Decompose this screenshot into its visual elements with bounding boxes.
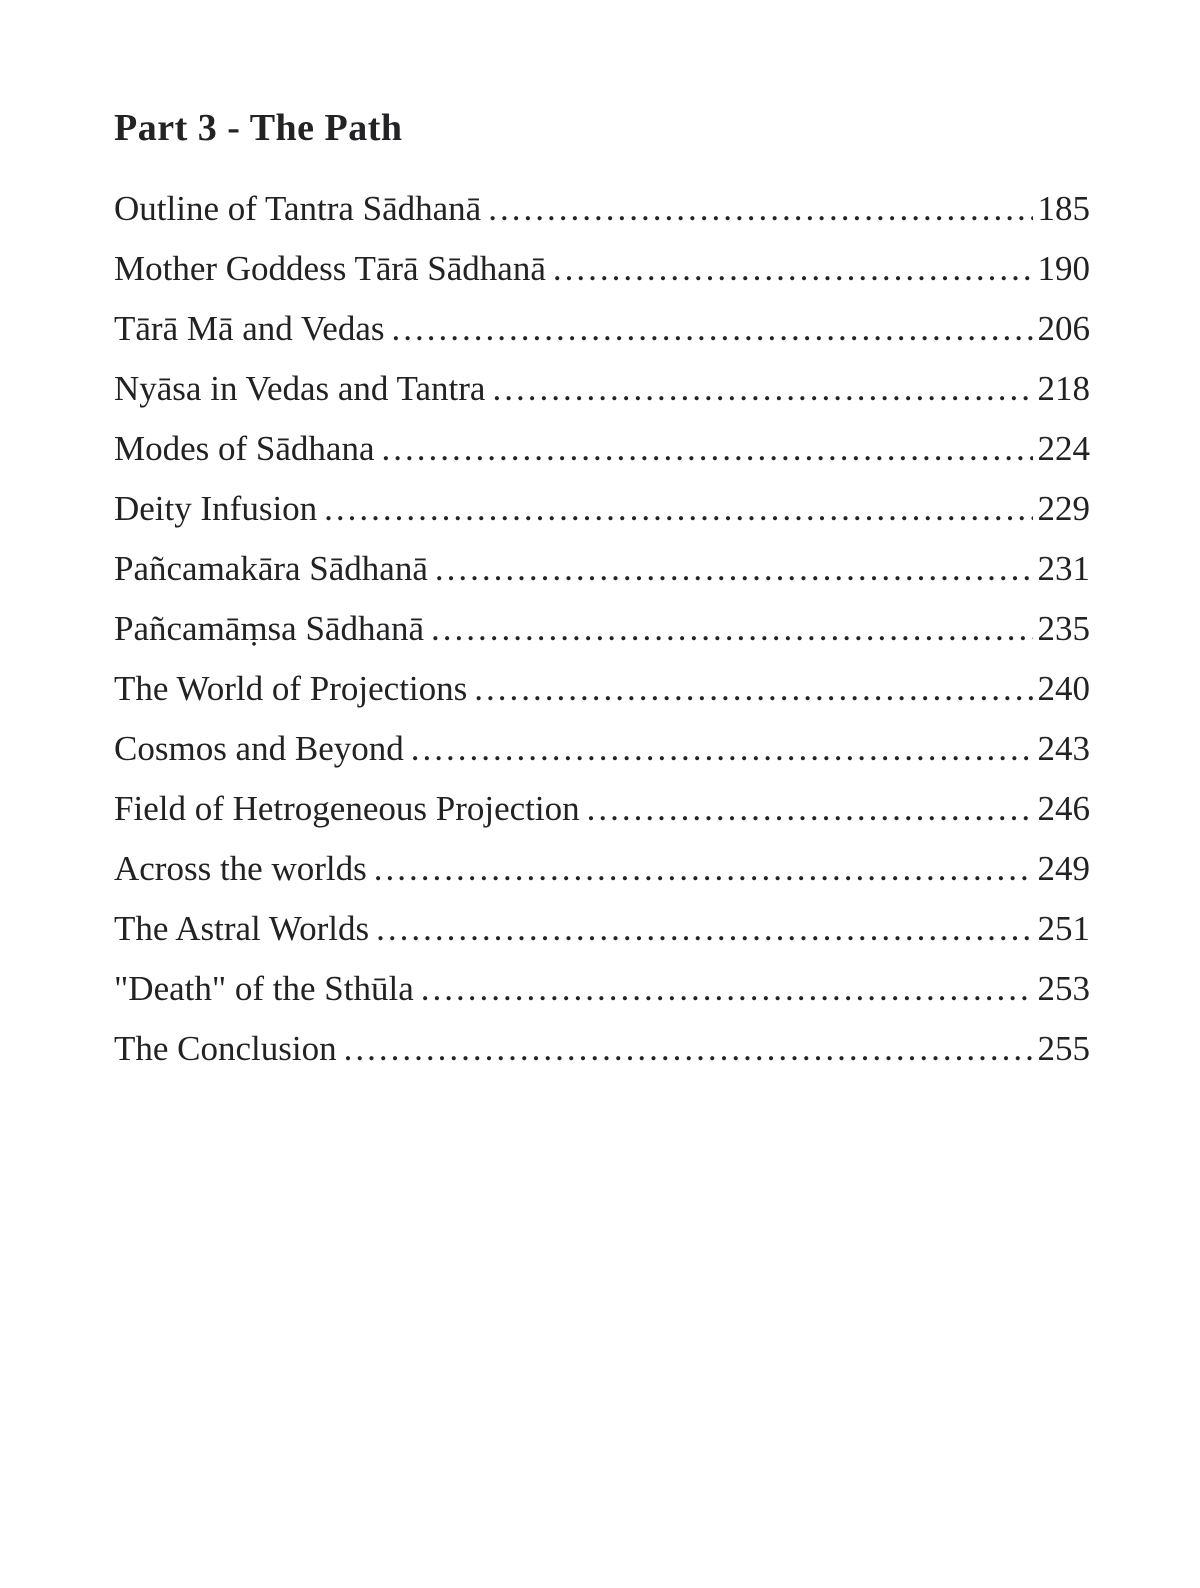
toc-entry[interactable] bbox=[114, 548, 1090, 608]
table-of-contents bbox=[114, 188, 1090, 1088]
toc-page-number: 231 bbox=[1037, 549, 1090, 588]
dot-leader bbox=[431, 608, 1032, 650]
toc-entry-title: Field of Hetrogeneous Projection bbox=[114, 789, 580, 828]
toc-entry-title: Mother Goddess Tārā Sādhanā bbox=[114, 249, 546, 288]
toc-entry[interactable] bbox=[114, 248, 1090, 308]
toc-page-number: 243 bbox=[1037, 729, 1090, 768]
toc-entry-title: The Astral Worlds bbox=[114, 909, 370, 948]
toc-entry[interactable] bbox=[114, 788, 1090, 848]
toc-entry[interactable] bbox=[114, 188, 1090, 248]
dot-leader bbox=[587, 788, 1033, 830]
dot-leader bbox=[411, 728, 1033, 770]
toc-page-number: 253 bbox=[1037, 969, 1090, 1008]
toc-entry-title: Deity Infusion bbox=[114, 489, 318, 528]
toc-page-number: 251 bbox=[1037, 909, 1090, 948]
dot-leader bbox=[344, 1028, 1033, 1070]
toc-page-number: 255 bbox=[1037, 1029, 1090, 1068]
toc-entry[interactable] bbox=[114, 488, 1090, 548]
toc-page-number: 240 bbox=[1037, 669, 1090, 708]
toc-entry-title: The World of Projections bbox=[114, 669, 468, 708]
toc-entry[interactable] bbox=[114, 308, 1090, 368]
toc-entry-title: Cosmos and Beyond bbox=[114, 729, 404, 768]
toc-entry[interactable] bbox=[114, 368, 1090, 428]
dot-leader bbox=[492, 368, 1032, 410]
section-heading: Part 3 - The Path bbox=[114, 107, 403, 149]
toc-page-number: 218 bbox=[1037, 369, 1090, 408]
dot-leader bbox=[324, 488, 1032, 530]
toc-page-number: 235 bbox=[1037, 609, 1090, 648]
toc-entry-title: Outline of Tantra Sādhanā bbox=[114, 189, 482, 228]
toc-entry[interactable] bbox=[114, 728, 1090, 788]
toc-entry[interactable] bbox=[114, 428, 1090, 488]
toc-page-number: 229 bbox=[1037, 489, 1090, 528]
toc-entry[interactable] bbox=[114, 968, 1090, 1028]
toc-page-number: 185 bbox=[1037, 189, 1090, 228]
dot-leader bbox=[374, 848, 1033, 890]
dot-leader bbox=[392, 308, 1033, 350]
toc-entry-title: Tārā Mā and Vedas bbox=[114, 309, 385, 348]
dot-leader bbox=[553, 248, 1033, 290]
toc-page-number: 224 bbox=[1037, 429, 1090, 468]
toc-entry-title: Pañcamakāra Sādhanā bbox=[114, 549, 428, 588]
dot-leader bbox=[421, 968, 1033, 1010]
dot-leader bbox=[435, 548, 1033, 590]
toc-entry-title: The Conclusion bbox=[114, 1029, 337, 1068]
toc-entry-title: Pañcamāṃsa Sādhanā bbox=[114, 609, 425, 648]
toc-entry[interactable] bbox=[114, 908, 1090, 968]
dot-leader bbox=[488, 188, 1032, 230]
toc-entry-title: Modes of Sādhana bbox=[114, 429, 375, 468]
toc-entry-title: Nyāsa in Vedas and Tantra bbox=[114, 369, 486, 408]
dot-leader bbox=[376, 908, 1032, 950]
toc-page-number: 249 bbox=[1037, 849, 1090, 888]
toc-entry-title: Across the worlds bbox=[114, 849, 367, 888]
toc-entry[interactable] bbox=[114, 668, 1090, 728]
dot-leader bbox=[474, 668, 1032, 710]
toc-entry[interactable] bbox=[114, 608, 1090, 668]
dot-leader bbox=[382, 428, 1033, 470]
toc-entry-title: "Death" of the Sthūla bbox=[114, 969, 414, 1008]
toc-page-number: 246 bbox=[1037, 789, 1090, 828]
toc-entry[interactable] bbox=[114, 848, 1090, 908]
toc-page-number: 206 bbox=[1037, 309, 1090, 348]
toc-page-number: 190 bbox=[1037, 249, 1090, 288]
toc-entry[interactable] bbox=[114, 1028, 1090, 1088]
